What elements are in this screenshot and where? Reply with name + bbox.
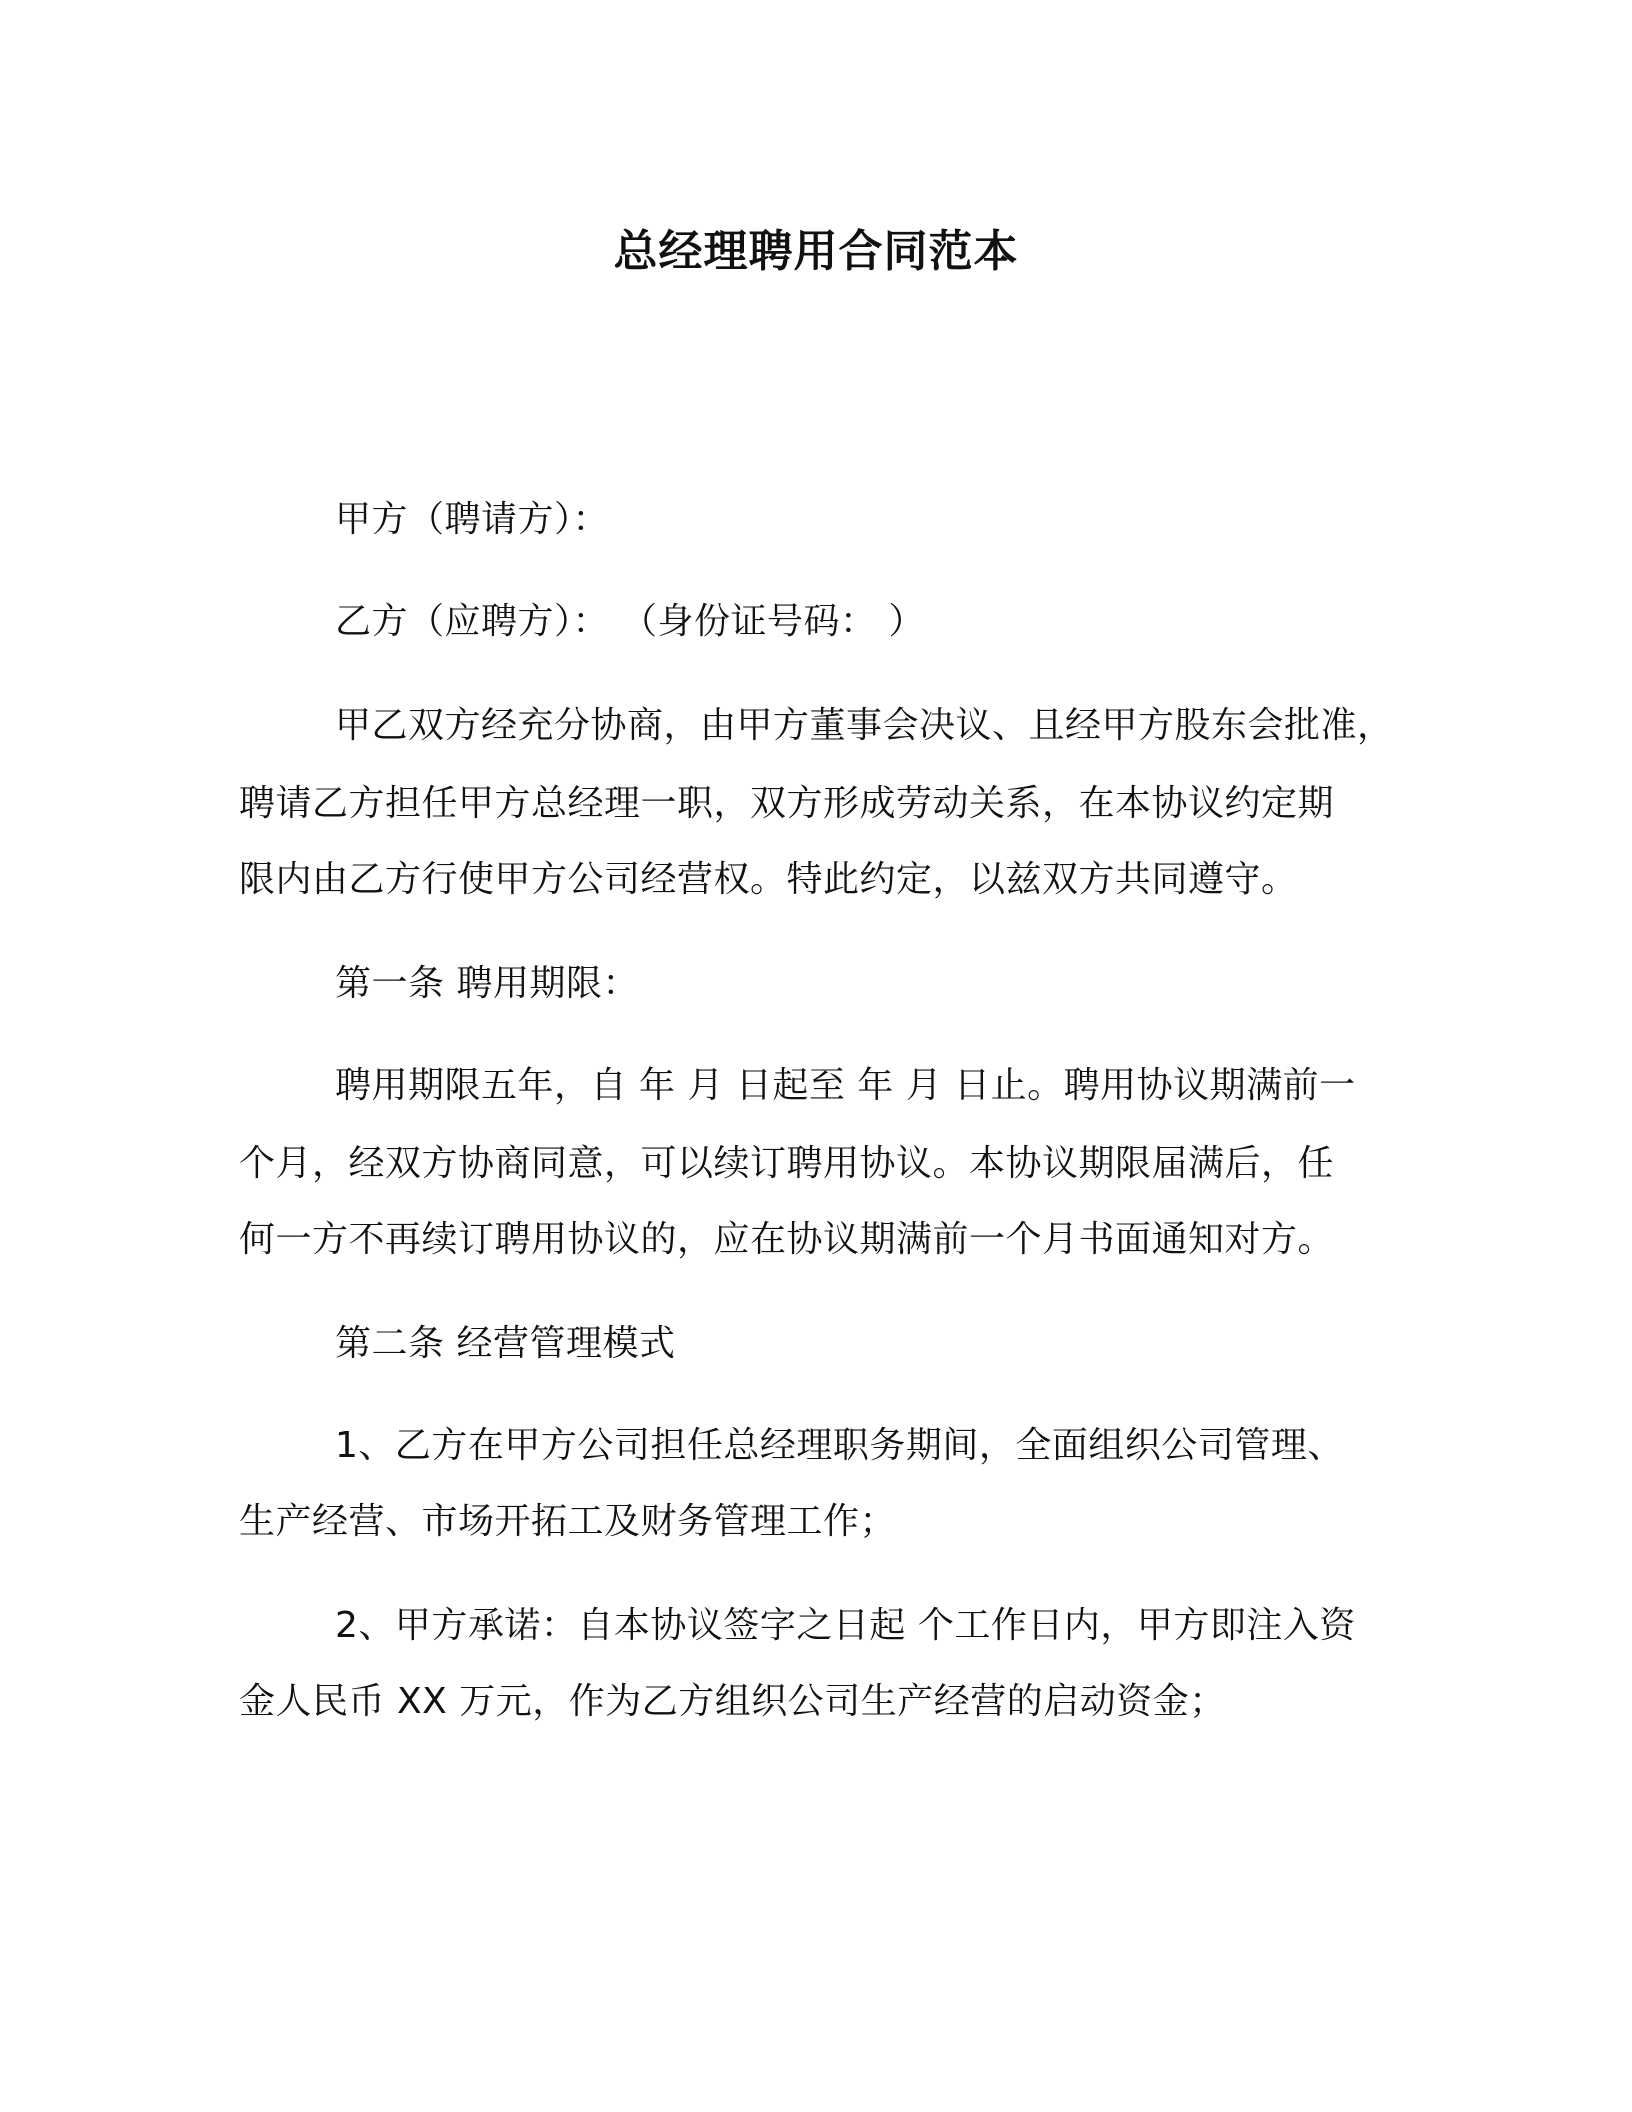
article-1-line-3: 何一方不再续订聘用协议的，应在协议期满前一个月书面通知对方。 — [239, 1219, 1335, 1260]
document-title: 总经理聘用合同范本 — [613, 226, 1019, 277]
article-2-item-1-line-1: 1、乙方在甲方公司担任总经理职务期间，全面组织公司管理、 — [335, 1425, 1344, 1466]
article-1-line-1: 聘用期限五年，自 年 月 日起至 年 月 日止。聘用协议期满前一 — [335, 1065, 1356, 1106]
intro-line-1: 甲乙双方经充分协商，由甲方董事会决议、且经甲方股东会批准， — [335, 705, 1394, 746]
article-1-line-2: 个月，经双方协商同意，可以续订聘用协议。本协议期限届满后，任 — [239, 1143, 1335, 1184]
intro-line-2: 聘请乙方担任甲方总经理一职，双方形成劳动关系，在本协议约定期 — [239, 783, 1335, 824]
intro-line-3: 限内由乙方行使甲方公司经营权。特此约定，以兹双方共同遵守。 — [239, 859, 1298, 900]
party-a-line: 甲方（聘请方）： — [335, 499, 610, 540]
article-2-item-1-line-2: 生产经营、市场开拓工及财务管理工作； — [239, 1501, 897, 1542]
article-2-heading: 第二条 经营管理模式 — [335, 1323, 676, 1364]
article-1-heading: 第一条 聘用期限： — [335, 963, 639, 1004]
article-2-item-2-line-1: 2、甲方承诺：自本协议签字之日起 个工作日内，甲方即注入资 — [335, 1605, 1356, 1646]
party-b-line: 乙方（应聘方）： （身份证号码： ） — [335, 601, 925, 642]
article-2-item-2-line-2: 金人民币 XX 万元，作为乙方组织公司生产经营的启动资金； — [239, 1681, 1226, 1722]
